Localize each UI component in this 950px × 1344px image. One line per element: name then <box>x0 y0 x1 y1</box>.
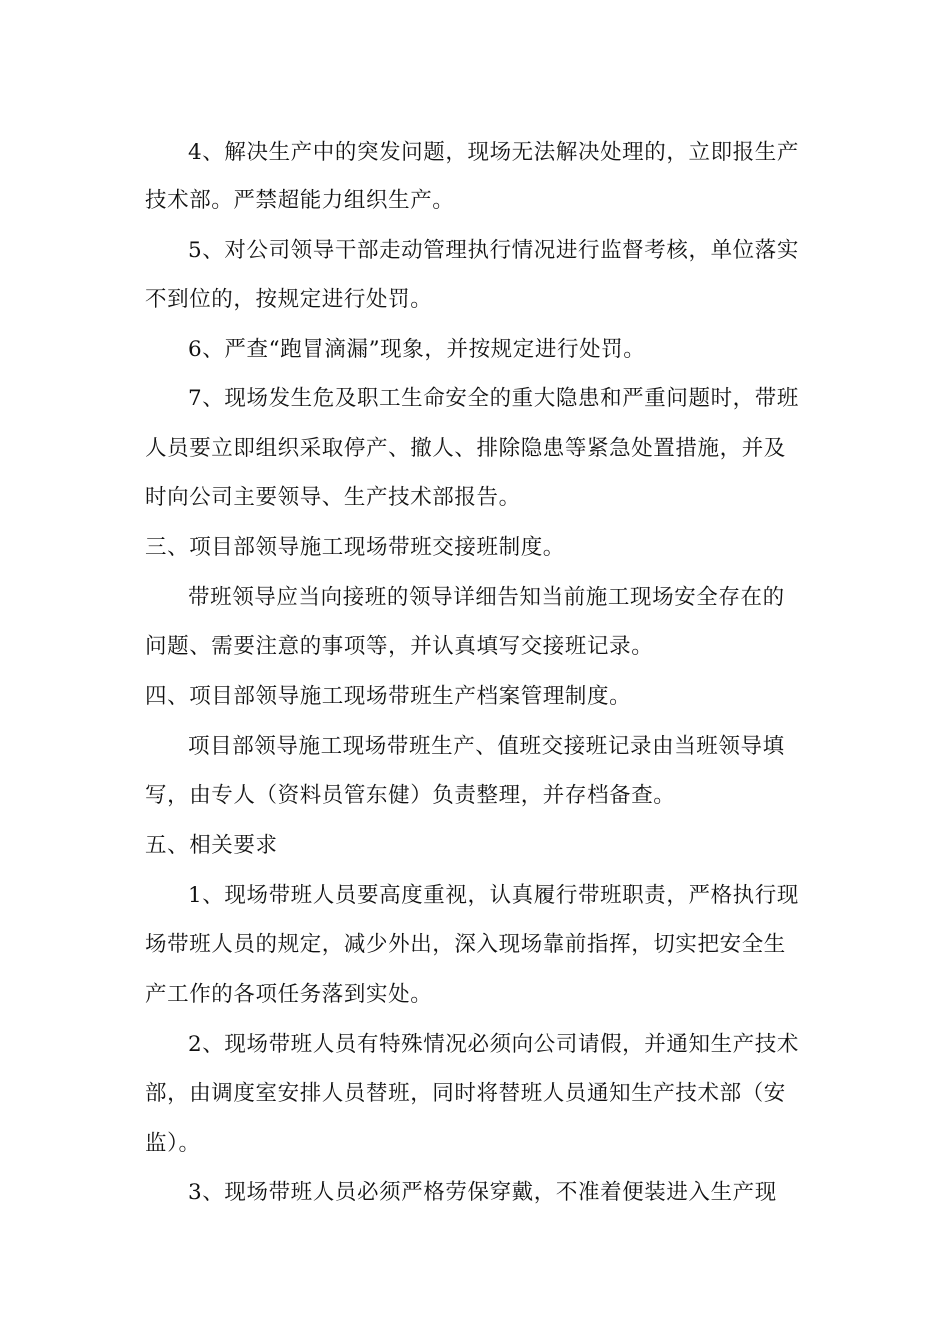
paragraph-line: 4、解决生产中的突发问题，现场无法解决处理的，立即报生产 <box>188 140 799 165</box>
section-heading: 五、相关要求 <box>145 833 278 858</box>
paragraph-line: 人员要立即组织采取停产、撤人、排除隐患等紧急处置措施，并及 <box>145 436 786 461</box>
paragraph-line: 不到位的，按规定进行处罚。 <box>145 287 433 312</box>
paragraph-line: 时向公司主要领导、生产技术部报告。 <box>145 485 521 510</box>
paragraph-line: 场带班人员的规定，减少外出，深入现场靠前指挥，切实把安全生 <box>145 932 786 957</box>
paragraph-line: 问题、需要注意的事项等，并认真填写交接班记录。 <box>145 634 654 659</box>
paragraph-line: 1、现场带班人员要高度重视，认真履行带班职责，严格执行现 <box>188 883 799 908</box>
paragraph-line: 5、对公司领导干部走动管理执行情况进行监督考核，单位落实 <box>188 238 799 263</box>
section-heading: 三、项目部领导施工现场带班交接班制度。 <box>145 535 565 560</box>
paragraph-line: 技术部。严禁超能力组织生产。 <box>145 188 455 213</box>
paragraph-line: 写，由专人（资料员管东健）负责整理，并存档备查。 <box>145 783 676 808</box>
paragraph-line: 项目部领导施工现场带班生产、值班交接班记录由当班领导填 <box>188 734 785 759</box>
section-heading: 四、项目部领导施工现场带班生产档案管理制度。 <box>145 684 632 709</box>
paragraph-line: 监）。 <box>145 1131 201 1156</box>
paragraph-line: 6、严查“跑冒滴漏”现象，并按规定进行处罚。 <box>188 337 646 362</box>
paragraph-line: 7、现场发生危及职工生命安全的重大隐患和严重问题时，带班 <box>188 386 799 411</box>
paragraph-line: 产工作的各项任务落到实处。 <box>145 982 433 1007</box>
paragraph-line: 带班领导应当向接班的领导详细告知当前施工现场安全存在的 <box>188 585 785 610</box>
paragraph-line: 3、现场带班人员必须严格劳保穿戴，不准着便装进入生产现 <box>188 1180 777 1205</box>
paragraph-line: 部，由调度室安排人员替班，同时将替班人员通知生产技术部（安 <box>145 1081 786 1106</box>
paragraph-line: 2、现场带班人员有特殊情况必须向公司请假，并通知生产技术 <box>188 1032 799 1057</box>
